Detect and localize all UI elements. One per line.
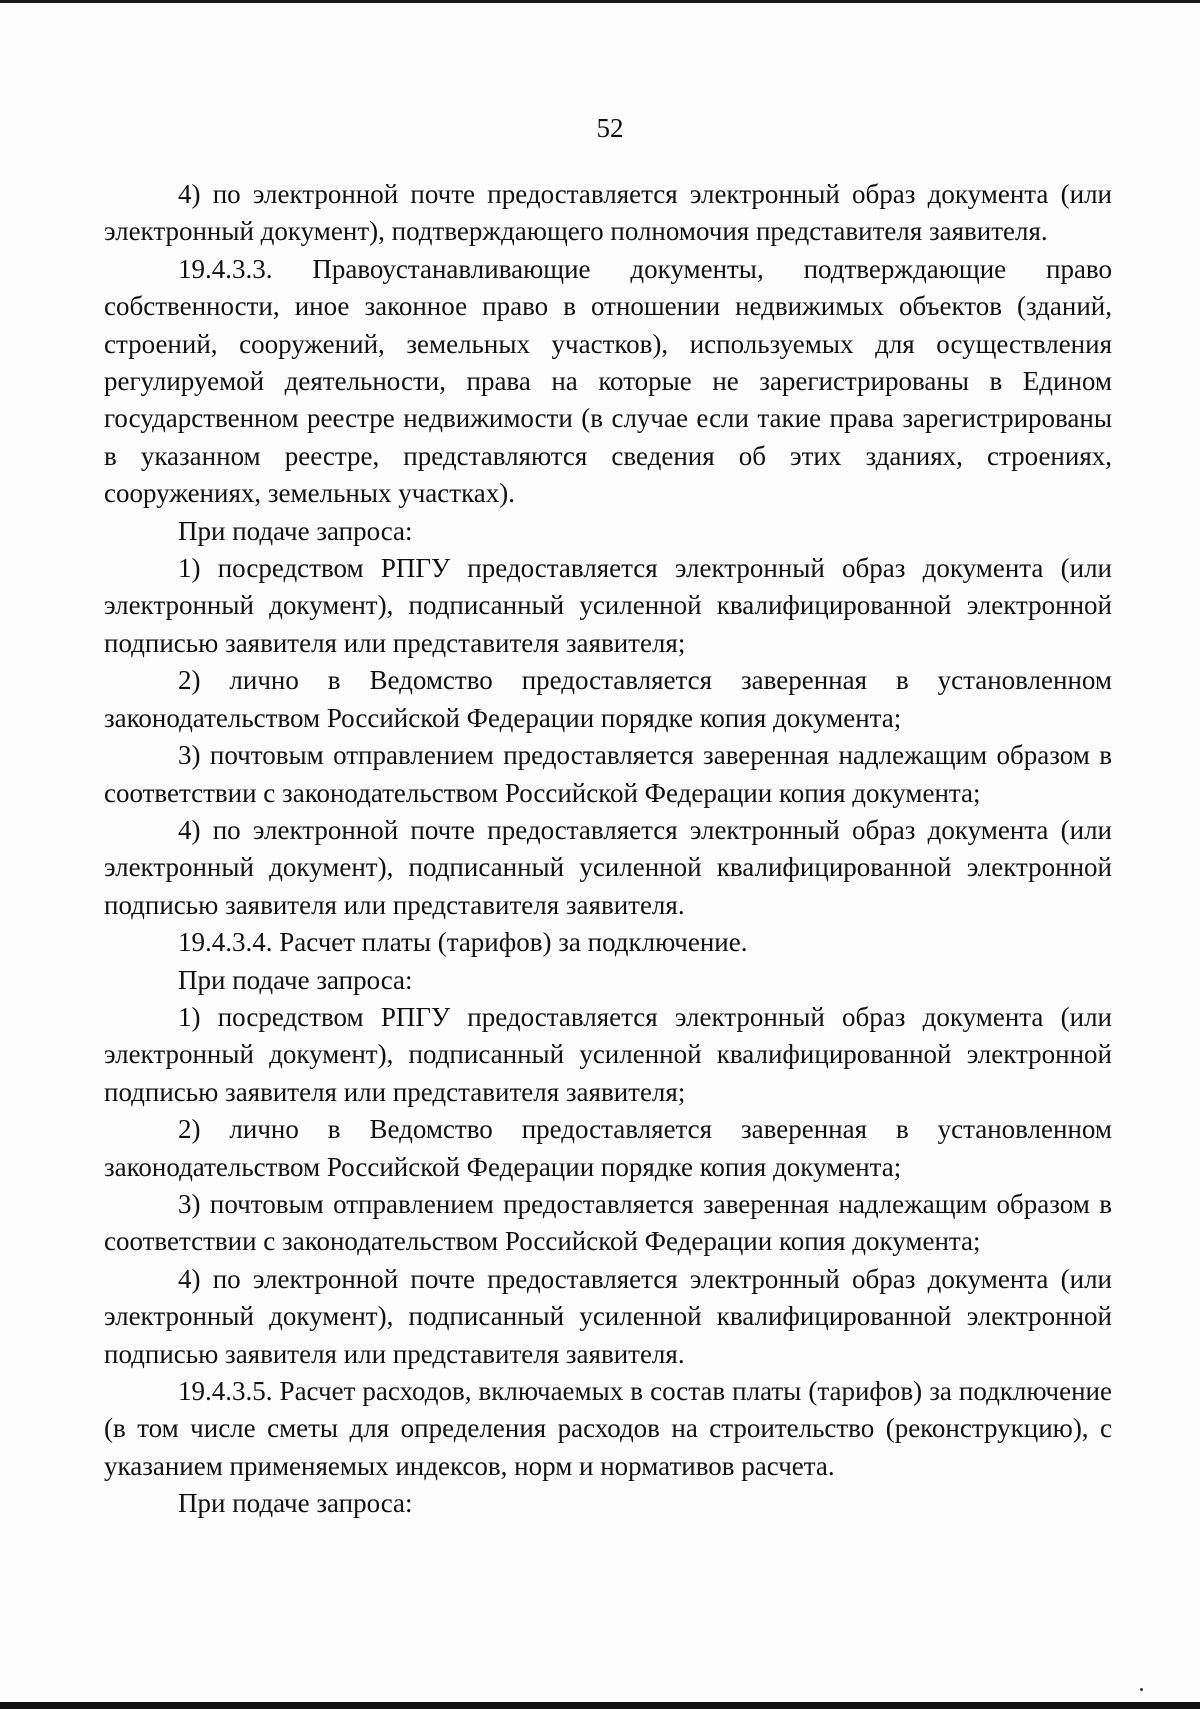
paragraph-item-4-email: 4) по электронной почте предоставляется электронный образ документа (или электронный документ), подписанный усиленной квалифицированной электронной подписью заявителя или представителя заявителя. xyxy=(104,814,1112,920)
paragraph-item-1-rpgu: 1) посредством РПГУ предоставляется электронный образ документа (или электронный документ), подписанный усиленной квалифицированной электронной подписью заявителя или представителя заявителя; xyxy=(104,1001,1112,1107)
paragraph-19-4-3-5-cost-calculation: 19.4.3.5. Расчет расходов, включаемых в состав платы (тарифов) за подключение (в том числе сметы для определения расходов на строительство (реконструкцию), с указанием применяемых индексов, норм и нормативов расчета. xyxy=(104,1376,1112,1481)
paragraph-19-4-3-4-fee-calculation: 19.4.3.4. Расчет платы (тарифов) за подключение. xyxy=(178,927,748,958)
paragraph-item-4-email: 4) по электронной почте предоставляется электронный образ документа (или электронный документ), подписанный усиленной квалифицированной электронной подписью заявителя или представителя заявителя. xyxy=(104,1263,1112,1369)
paragraph-request-intro: При подаче запроса: xyxy=(178,515,413,546)
paragraph-item-3-postal: 3) почтовым отправлением предоставляется заверенная надлежащим образом в соответствии с законодательством Российской Федерации копия документа; xyxy=(104,1188,1112,1257)
paragraph-request-intro: При подаче запроса: xyxy=(178,1488,413,1519)
paragraph-19-4-3-3-title-documents: 19.4.3.3. Правоустанавливающие документы, подтверждающие право собственности, иное законное право в отношении недвижимых объектов (зданий, строений, сооружений, земельных участков), используемых для осуществления регулируемой деятельности, права на которые не зарегистрированы в Едином государственном реестре недвижимости (в случае если такие права зарегистрированы в указанном реестре, представляются сведения об этих зданиях, строениях, сооружениях, земельных участках). xyxy=(104,253,1112,509)
paragraph-item-3-postal: 3) почтовым отправлением предоставляется заверенная надлежащим образом в соответствии с законодательством Российской Федерации копия документа; xyxy=(104,740,1112,808)
paragraph-request-intro: При подаче запроса: xyxy=(178,964,413,995)
paragraph-item-2-in-person: 2) лично в Ведомство предоставляется заверенная в установленном законодательством Российской Федерации порядке копия документа; xyxy=(104,665,1112,733)
paragraph-item-2-in-person: 2) лично в Ведомство предоставляется заверенная в установленном законодательством Российской Федерации порядке копия документа; xyxy=(104,1114,1112,1182)
scan-bottom-border xyxy=(0,1702,1200,1709)
page-number: 52 xyxy=(596,113,624,143)
scan-top-border xyxy=(0,0,1200,3)
paragraph-item-4-email-authority: 4) по электронной почте предоставляется электронный образ документа (или электронный документ), подтверждающего полномочия представителя заявителя. xyxy=(104,179,1112,247)
scan-speck xyxy=(1140,1688,1143,1691)
paragraph-item-1-rpgu: 1) посредством РПГУ предоставляется электронный образ документа (или электронный документ), подписанный усиленной квалифицированной электронной подписью заявителя или представителя заявителя; xyxy=(104,553,1112,658)
document-body xyxy=(104,176,1112,1523)
